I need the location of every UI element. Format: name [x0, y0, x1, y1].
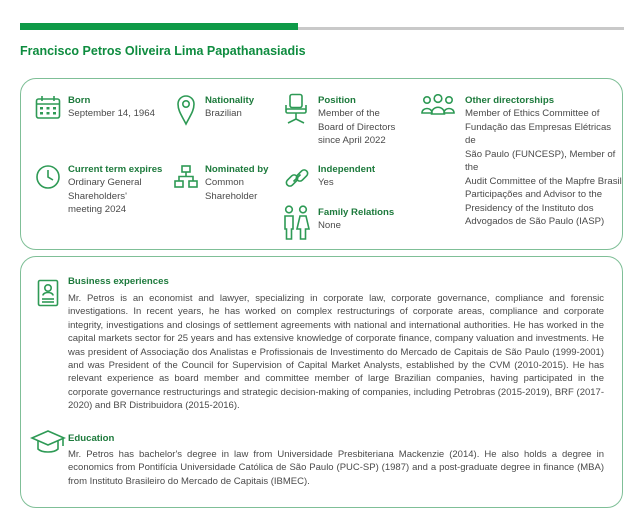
position-line: since April 2022: [318, 135, 386, 146]
clock-icon: [35, 164, 61, 190]
other-directorships-line: Presidency of the Instituto dos: [465, 202, 594, 214]
other-directorships-line: Participações and Advisor to the: [465, 189, 603, 200]
term-line: Shareholders': [68, 190, 127, 202]
nationality-value: Brazilian: [205, 108, 242, 119]
family-block: [318, 206, 394, 233]
other-directorships-line: Advogados de São Paulo (IASP): [465, 216, 605, 227]
family-value: None: [318, 220, 341, 231]
other-directorships-line: Member of Ethics Committee of: [465, 108, 600, 119]
independent-value: Yes: [318, 177, 334, 188]
independent-block: [318, 163, 375, 190]
group-people-icon: [421, 94, 455, 116]
other-directorships-line: São Paulo (FUNCESP), Member of the: [465, 148, 616, 173]
born-title: Born: [68, 95, 91, 106]
born-value: September 14, 1964: [68, 108, 155, 119]
term-block: [68, 163, 162, 217]
calendar-icon: [35, 95, 61, 120]
term-line: meeting 2024: [68, 204, 127, 215]
nominated-line: Shareholder: [205, 190, 258, 202]
other-directorships-line: Audit Committee of the Mapfre Brasil: [465, 175, 622, 187]
business-experiences-text: Mr. Petros is an economist and lawyer, specializing in corporate law, corporate governance, compliance and forensic investigations. In recent years, he has worked on complex restructurings of corporate areas, compliance and corporate integrity, investigations and closings of settlement agreements with national and international authorities. He has worked in the capital markets sector for 25 years and has extensive knowledge of corporate finance, company valuation and investments. He was president of Associação dos Analistas e Profissionais de Investimento do Mercado de Capitais de São Paulo (1999-2001) and was President of the Council for Supervision of Capital Market Analysts, established by the CVM (2010-2015). He has relevant experience as board member and committee member of large Brazilian companies, having participated in the corporate governance restructurings and strategic decision-making of companies, including Petrobras (2015-2019), BRF (2017-2020) and BR Distribuidora (2015-2016).: [68, 293, 604, 412]
position-block: [318, 94, 395, 148]
nominated-title: Nominated by: [205, 164, 269, 175]
born-block: [68, 94, 155, 121]
education-title: Education: [68, 433, 115, 444]
independent-title: Independent: [318, 164, 376, 175]
business-experiences-title: Business experiences: [68, 276, 169, 287]
org-chart-icon: [174, 165, 198, 189]
position-line: Board of Directors: [318, 121, 396, 133]
term-title: Current term expires: [68, 164, 163, 175]
term-line: Ordinary General: [68, 177, 142, 188]
office-chair-icon: [284, 93, 308, 125]
link-icon: [284, 165, 310, 191]
other-directorships-block: [465, 94, 622, 229]
education-text: Mr. Petros has bachelor's degree in law from Universidade Presbiteriana Mackenzie (2014). He also holds a degree in economics from Pontifícia Universidade Católica de São Paulo (PUC-SP) (1987) and a post-graduate degree in finance (MBA) from Instituto Brasileiro do Mercado de Capitais (IBMEC).: [68, 449, 604, 487]
location-pin-icon: [176, 94, 196, 126]
profile-summary-card: [20, 78, 623, 250]
other-directorships-line: Fundação das Empresas Elétricas de: [465, 121, 612, 146]
position-title: Position: [318, 95, 356, 106]
nominated-block: [205, 163, 268, 203]
other-directorships-title: Other directorships: [465, 95, 555, 106]
family-icon: [282, 205, 310, 241]
nationality-block: [205, 94, 254, 121]
nationality-title: Nationality: [205, 95, 255, 106]
header-divider-line: [298, 27, 624, 30]
graduation-cap-icon: [30, 429, 66, 455]
header-accent-bar: [20, 23, 298, 30]
family-title: Family Relations: [318, 207, 395, 218]
director-name: Francisco Petros Oliveira Lima Papathanasiadis: [20, 44, 306, 58]
position-line: Member of the: [318, 108, 380, 119]
resume-document-icon: [37, 279, 59, 307]
nominated-line: Common: [205, 177, 244, 188]
experience-education-card: [20, 256, 623, 508]
